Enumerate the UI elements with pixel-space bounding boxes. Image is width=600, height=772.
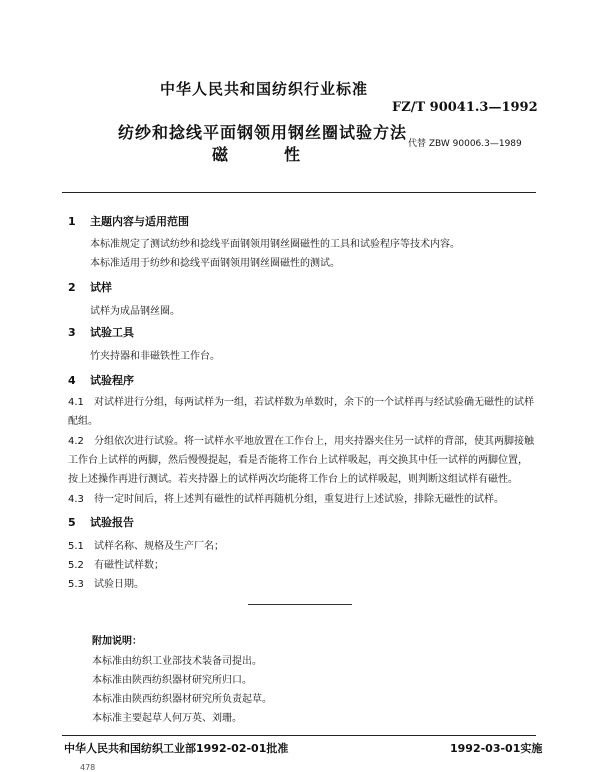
item-number: 5.2 [68,560,84,571]
implementation-date: 1992-03-01实施 [450,742,543,755]
section-title: 试验程序 [90,374,134,387]
issuing-organization: 中华人民共和国纺织行业标准 [160,80,369,98]
clause-text: 分组依次进行试验。将一试样水平地放置在工作台上，用夹持器夹住另一试样的背部，使其两脚接触工作台上试样的两脚，然后慢慢提起，看是否能将工作台上试样吸起，再交换其中任一试样的两脚位置，按上述操作再进行测试。若夹持器上的试样两次均能将工作台上的试样吸起，则判断这组试样有磁性。 [68,436,534,485]
section-title: 主题内容与适用范围 [90,215,189,228]
header-divider [62,192,536,193]
item-text: 试样名称、规格及生产厂名； [94,541,224,552]
approval-statement: 中华人民共和国纺织工业部1992-02-01批准 [64,742,289,755]
report-item [68,556,164,571]
report-item [68,575,144,590]
page-number: 478 [80,763,96,772]
clause-number: 4.3 [68,494,84,505]
subtitle-char: 性 [283,145,302,164]
section-heading [68,279,112,295]
paragraph: 本标准规定了测试纺纱和捻线平面钢领用钢丝圈磁性的工具和试验程序等技术内容。 [90,239,460,250]
document-subtitle [212,142,302,165]
section-heading [68,324,134,340]
paragraph: 竹夹持器和非磁铁性工作台。 [90,351,220,362]
replaces-standard: 代替 ZBW 90006.3—1989 [408,139,522,149]
clause-text: 对试样进行分组，每两试样为一组，若试样数为单数时，余下的一个试样再与经试验确无磁性的试样配组。 [68,397,534,427]
paragraph: 本标准适用于纺纱和捻线平面钢领用钢丝圈磁性的测试。 [90,258,340,269]
additional-notes-heading: 附加说明： [92,636,142,647]
section-number: 4 [68,374,76,387]
subtitle-char: 磁 [212,145,231,164]
paragraph: 试样为成品钢丝圈。 [90,306,180,317]
section-title: 试验工具 [90,326,134,339]
report-item [68,537,224,552]
section-number: 3 [68,326,76,339]
end-of-text-rule [248,604,352,605]
section-title: 试验报告 [90,516,134,529]
footer-divider [62,735,536,736]
section-heading [68,213,189,229]
item-number: 5.3 [68,579,84,590]
clause-4-3 [68,490,536,509]
section-heading [68,372,134,388]
clause-4-2 [68,432,536,489]
section-number: 5 [68,516,76,529]
section-number: 2 [68,281,76,294]
section-number: 1 [68,215,76,228]
clause-number: 4.2 [68,436,84,447]
note-line: 本标准由陕西纺织器材研究所归口。 [92,675,252,686]
section-heading [68,514,134,530]
note-line: 本标准主要起草人何万英、刘珊。 [92,713,242,724]
note-line: 本标准由纺织工业部技术装备司提出。 [92,656,262,667]
clause-number: 4.1 [68,397,84,408]
note-line: 本标准由陕西纺织器材研究所负责起草。 [92,694,272,705]
item-text: 有磁性试样数； [94,560,164,571]
document-title: 纺纱和捻线平面钢领用钢丝圈试验方法 [118,123,408,142]
item-number: 5.1 [68,541,84,552]
standard-number: FZ/T 90041.3—1992 [392,100,538,115]
clause-4-1 [68,393,536,431]
item-text: 试验日期。 [94,579,144,590]
clause-text: 待一定时间后，将上述判有磁性的试样再随机分组，重复进行上述试验，排除无磁性的试样。 [94,494,504,505]
section-title: 试样 [90,281,112,294]
